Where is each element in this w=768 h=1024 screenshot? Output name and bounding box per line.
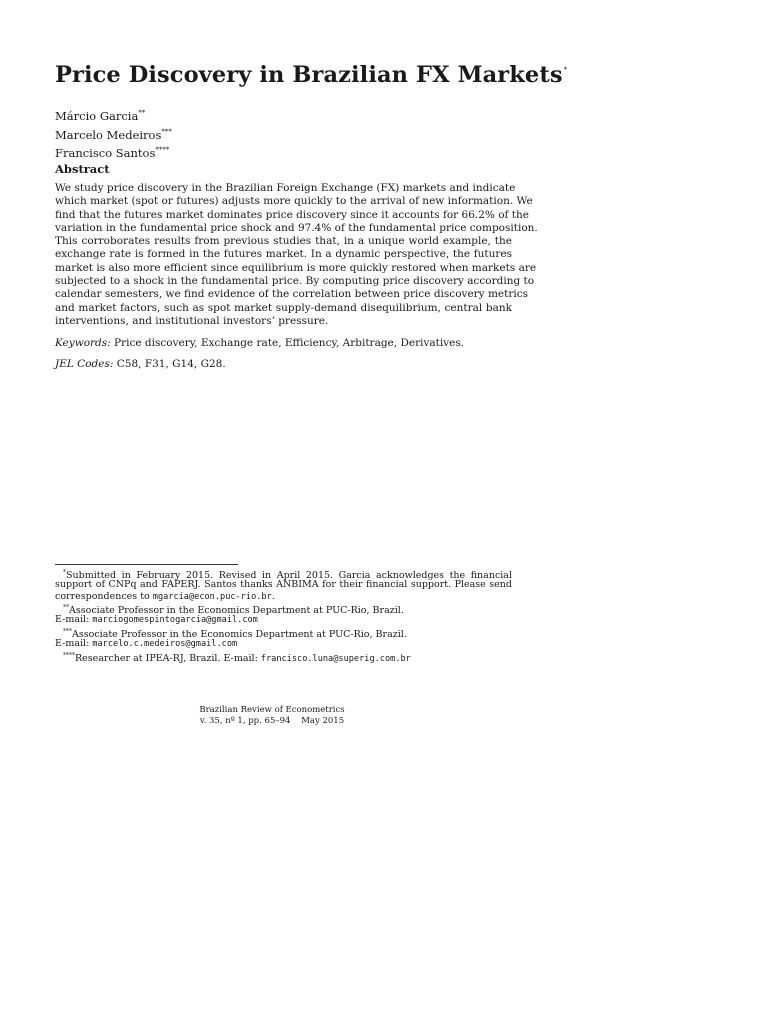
author-footnote-mark: ***: [161, 127, 172, 136]
author-name: Francisco Santos: [55, 146, 156, 160]
abstract-body: [55, 182, 538, 328]
abstract-line: subjected to a shock in the fundamental price. By computing price discovery according to: [55, 275, 535, 288]
abstract-line: calendar semesters, we find evidence of the correlation between price discovery metrics: [55, 288, 528, 301]
abstract-line: which market (spot or futures) adjusts more quickly to the arrival of new information. We: [55, 195, 533, 208]
author-footnote-mark: **: [138, 109, 146, 117]
footnote-4: [55, 650, 512, 662]
footnote-3: [55, 626, 512, 638]
footnote-text: Researcher at IPEA-RJ, Brazil. E-mail:: [75, 652, 261, 664]
jel-label: JEL Codes:: [55, 358, 114, 370]
abstract-line: interventions, and institutional investors’ pressure.: [55, 314, 329, 327]
footnote-1-line-1: [55, 567, 512, 579]
abstract-line: and market factors, such as spot market supply-demand disequilibrium, central bank: [55, 301, 512, 314]
author-name: Márcio Garcia: [55, 109, 139, 123]
keywords-text: Price discovery, Exchange rate, Efficiency, Arbitrage, Derivatives.: [114, 337, 465, 349]
footnote-rule: [55, 564, 238, 565]
email-link[interactable]: mgarcia@econ.puc-rio.br: [152, 591, 272, 602]
email-link[interactable]: francisco.luna@superig.com.br: [260, 653, 411, 664]
title-text: Price Discovery in Brazilian FX Markets: [55, 62, 563, 88]
abstract-line: find that the futures market dominates price discovery since it accounts for 66.2% of the: [55, 208, 529, 221]
footnote-mark: **: [63, 604, 69, 612]
title-footnote-mark: *: [563, 66, 568, 74]
abstract-line: market is also more efficient since equilibrium is more quickly restored when markets are: [55, 261, 537, 274]
footnotes: [55, 567, 512, 664]
abstract-line: variation in the fundamental price shock and 97.4% of the fundamental price composition.: [55, 221, 538, 234]
footnote-text: Submitted in February 2015. Revised in April 2015. Garcia acknowledges the financial: [66, 570, 512, 581]
footnote-text: correspondences to: [55, 590, 153, 602]
journal-issue: v. 35, nº 1, pp. 65–94 May 2015: [199, 716, 345, 726]
keywords-label: Keywords:: [55, 337, 111, 349]
footnote-mark: ****: [63, 651, 75, 659]
footnote-mark: ***: [63, 627, 72, 635]
abstract-line: We study price discovery in the Brazilian Foreign Exchange (FX) markets and indicate: [55, 182, 516, 194]
author-list: [55, 106, 172, 162]
jel-text: C58, F31, G14, G28.: [116, 358, 226, 370]
email-label: E-mail:: [55, 614, 93, 626]
paper-title: [55, 62, 567, 88]
email-link[interactable]: marciogomespintogarcia@gmail.com: [92, 615, 258, 626]
footnote-text: Associate Professor in the Economics Department at PUC-Rio, Brazil.: [69, 605, 404, 617]
jel-codes: [55, 358, 226, 371]
footnote-text: .: [271, 590, 275, 602]
keywords: [55, 337, 464, 350]
abstract-line: exchange rate is formed in the futures market. In a dynamic perspective, the futures: [55, 248, 512, 261]
email-label: E-mail:: [55, 637, 93, 649]
author-1: [55, 106, 172, 125]
abstract-heading: Abstract: [55, 162, 110, 176]
author-2: [55, 125, 172, 144]
journal-info: [182, 705, 362, 727]
abstract-line: This corroborates results from previous studies that, in a unique world example, the: [55, 235, 512, 248]
footnote-text: Associate Professor in the Economics Department at PUC-Rio, Brazil.: [72, 628, 407, 640]
footnote-1-line-2: support of CNPq and FAPERJ. Santos thanks ANBIMA for their financial support. Please send: [55, 578, 512, 590]
author-footnote-mark: ****: [155, 146, 170, 154]
footnote-1-line-3: [55, 591, 512, 603]
footnote-mark: *: [63, 569, 66, 576]
footnote-2: [55, 602, 512, 617]
author-name: Marcelo Medeiros: [55, 127, 162, 142]
author-3: [55, 143, 172, 162]
email-link[interactable]: marcelo.c.medeiros@gmail.com: [92, 638, 238, 649]
journal-name: Brazilian Review of Econometrics: [199, 705, 345, 715]
